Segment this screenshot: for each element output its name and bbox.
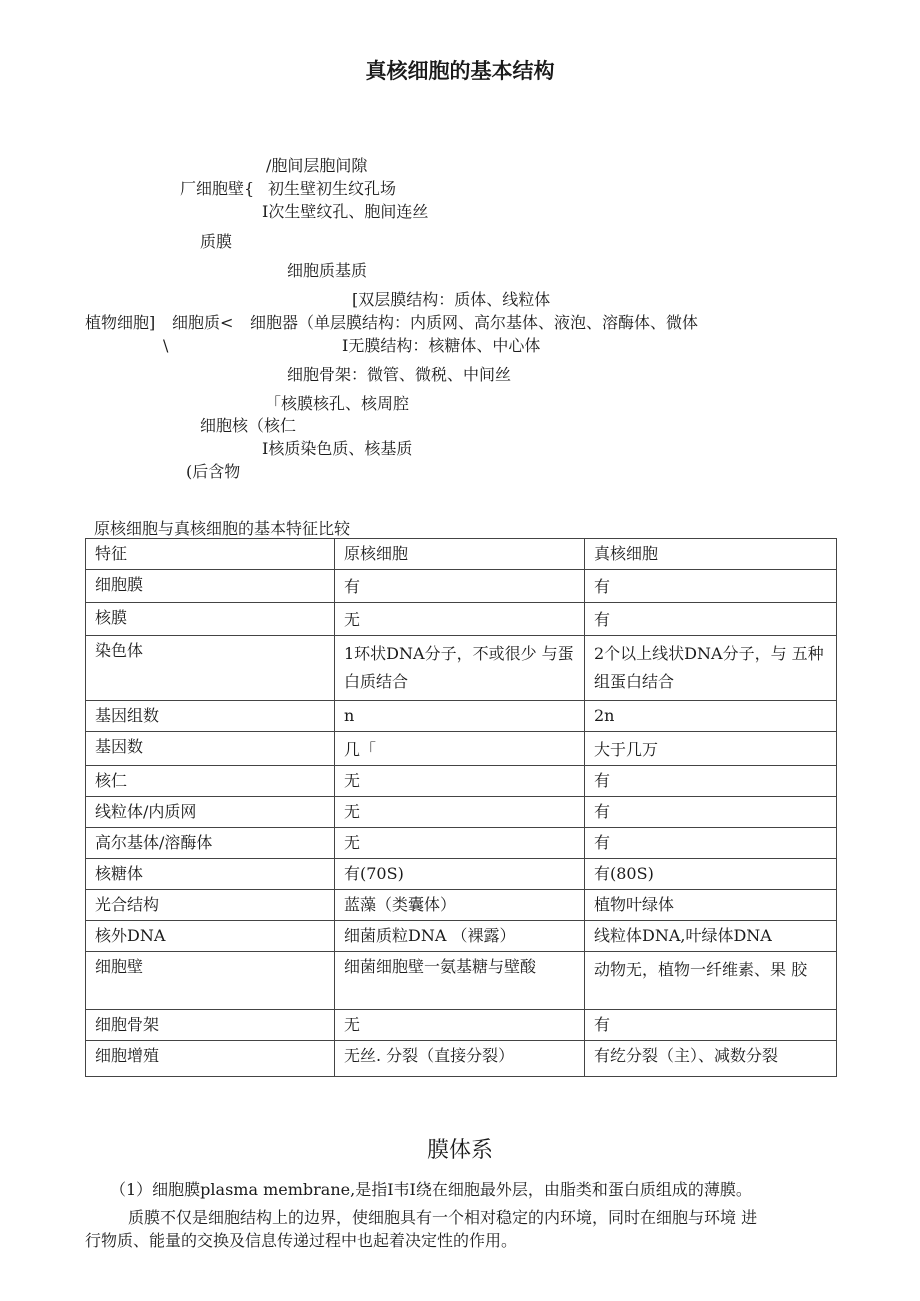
table-cell: 有 bbox=[585, 570, 837, 603]
table-cell: 细胞增殖 bbox=[86, 1041, 335, 1077]
tree-nucleus: 细胞核（核仁 bbox=[200, 416, 297, 435]
table-row bbox=[86, 732, 837, 766]
table-cell: 细胞膜 bbox=[86, 570, 335, 603]
page-title: 真核细胞的基本结构 bbox=[365, 59, 555, 83]
table-row bbox=[86, 766, 837, 797]
tree-wall-primary: 初生壁初生纹孔场 bbox=[268, 179, 397, 198]
table-cell: 植物叶绿体 bbox=[585, 890, 837, 921]
tree-cytoplasm: 细胞质< bbox=[172, 313, 234, 332]
table-cell: 无 bbox=[335, 828, 585, 859]
table-row bbox=[86, 603, 837, 636]
table-cell: 细菌质粒DNA （裸露） bbox=[335, 921, 585, 952]
table-cell: 动物无，植物一纤维素、果 胶 bbox=[585, 952, 837, 1010]
comparison-table bbox=[85, 538, 837, 1077]
table-cell: 有 bbox=[585, 797, 837, 828]
tree-wall-middle-lamella: /胞间层胞间隙 bbox=[266, 156, 368, 175]
tree-organelle: 细胞器（单层膜结构：内质网、高尔基体、液泡、溶酶体、微体 bbox=[250, 313, 699, 332]
header-cell: 原核细胞 bbox=[335, 539, 585, 570]
tree-double-membrane: [双层膜结构：质体、线粒体 bbox=[352, 290, 551, 309]
table-cell: 无丝. 分裂（直接分裂） bbox=[335, 1041, 585, 1077]
tree-nucleoplasm: I核质染色质、核基质 bbox=[262, 439, 413, 458]
header-cell: 真核细胞 bbox=[585, 539, 837, 570]
table-cell: 核仁 bbox=[86, 766, 335, 797]
table-cell: 核糖体 bbox=[86, 859, 335, 890]
tree-backslash: \ bbox=[163, 336, 169, 355]
table-cell: 1环状DNA分子，不或很少 与蛋白质结合 bbox=[335, 636, 585, 701]
table-cell: 核膜 bbox=[86, 603, 335, 636]
tree-cytoskeleton: 细胞骨架：微管、微税、中间丝 bbox=[287, 365, 512, 384]
paragraph-membrane-role-line1: 质膜不仅是细胞结构上的边界，使细胞具有一个相对稳定的内环境，同时在细胞与环境 进 bbox=[128, 1208, 758, 1227]
table-cell: 细胞骨架 bbox=[86, 1010, 335, 1041]
tree-cell-wall: 厂细胞壁{ bbox=[180, 179, 255, 198]
tree-cytoplasmic-matrix: 细胞质基质 bbox=[287, 261, 368, 280]
table-cell: 2个以上线状DNA分子，与 五种组蛋白结合 bbox=[585, 636, 837, 701]
table-row bbox=[86, 890, 837, 921]
header-cell: 特征 bbox=[86, 539, 335, 570]
table-row bbox=[86, 1041, 837, 1077]
table-cell: 有 bbox=[585, 766, 837, 797]
table-cell: 基因组数 bbox=[86, 701, 335, 732]
table-caption: 原核细胞与真核细胞的基本特征比较 bbox=[94, 519, 351, 538]
table-cell: 有纥分裂（主）、减数分裂 bbox=[585, 1041, 837, 1077]
table-cell: 无 bbox=[335, 603, 585, 636]
table-row bbox=[86, 701, 837, 732]
table-cell: 蓝藻（类囊体） bbox=[335, 890, 585, 921]
table-cell: 高尔基体/溶酶体 bbox=[86, 828, 335, 859]
paragraph-membrane-role-line2: 行物质、能量的交换及信息传递过程中也起着决定性的作用。 bbox=[85, 1231, 518, 1250]
table-cell: 核外DNA bbox=[86, 921, 335, 952]
table-cell: 有 bbox=[585, 603, 837, 636]
table-row bbox=[86, 570, 837, 603]
tree-wall-secondary: I次生壁纹孔、胞间连丝 bbox=[262, 202, 429, 221]
table-cell: 有(70S) bbox=[335, 859, 585, 890]
table-row bbox=[86, 797, 837, 828]
table-cell: 基因数 bbox=[86, 732, 335, 766]
table-cell: 光合结构 bbox=[86, 890, 335, 921]
table-cell: 细胞壁 bbox=[86, 952, 335, 1010]
table-cell: 2n bbox=[585, 701, 837, 732]
table-cell: 染色体 bbox=[86, 636, 335, 701]
table-row bbox=[86, 1010, 837, 1041]
tree-inclusions: (后含物 bbox=[186, 462, 241, 481]
table-cell: 有 bbox=[585, 828, 837, 859]
table-cell: 有(80S) bbox=[585, 859, 837, 890]
table-cell: 几「 bbox=[335, 732, 585, 766]
table-cell: 线粒体DNA,叶绿体DNA bbox=[585, 921, 837, 952]
table-cell: 大于几万 bbox=[585, 732, 837, 766]
table-row bbox=[86, 952, 837, 1010]
table-cell: n bbox=[335, 701, 585, 732]
tree-plasma-membrane: 质膜 bbox=[200, 232, 233, 251]
table-row bbox=[86, 859, 837, 890]
tree-plant-cell: 植物细胞] bbox=[85, 313, 156, 332]
table-header-row bbox=[86, 539, 837, 570]
table-cell: 无 bbox=[335, 1010, 585, 1041]
table-cell: 细菌细胞壁一氨基糖与壁酸 bbox=[335, 952, 585, 1010]
tree-nuclear-envelope: 「核膜核孔、核周腔 bbox=[265, 394, 410, 413]
paragraph-plasma-membrane: （1）细胞膜plasma membrane,是指I韦I绕在细胞最外层，由脂类和蛋白质组成的薄膜。 bbox=[110, 1180, 752, 1199]
table-cell: 无 bbox=[335, 797, 585, 828]
table-cell: 有 bbox=[585, 1010, 837, 1041]
section-title-membrane-system: 膜体系 bbox=[426, 1138, 493, 1163]
table-row bbox=[86, 828, 837, 859]
table-cell: 无 bbox=[335, 766, 585, 797]
table-row bbox=[86, 636, 837, 701]
tree-non-membrane: I无膜结构：核糖体、中心体 bbox=[342, 336, 541, 355]
table-cell: 线粒体/内质网 bbox=[86, 797, 335, 828]
table-row bbox=[86, 921, 837, 952]
table-cell: 有 bbox=[335, 570, 585, 603]
